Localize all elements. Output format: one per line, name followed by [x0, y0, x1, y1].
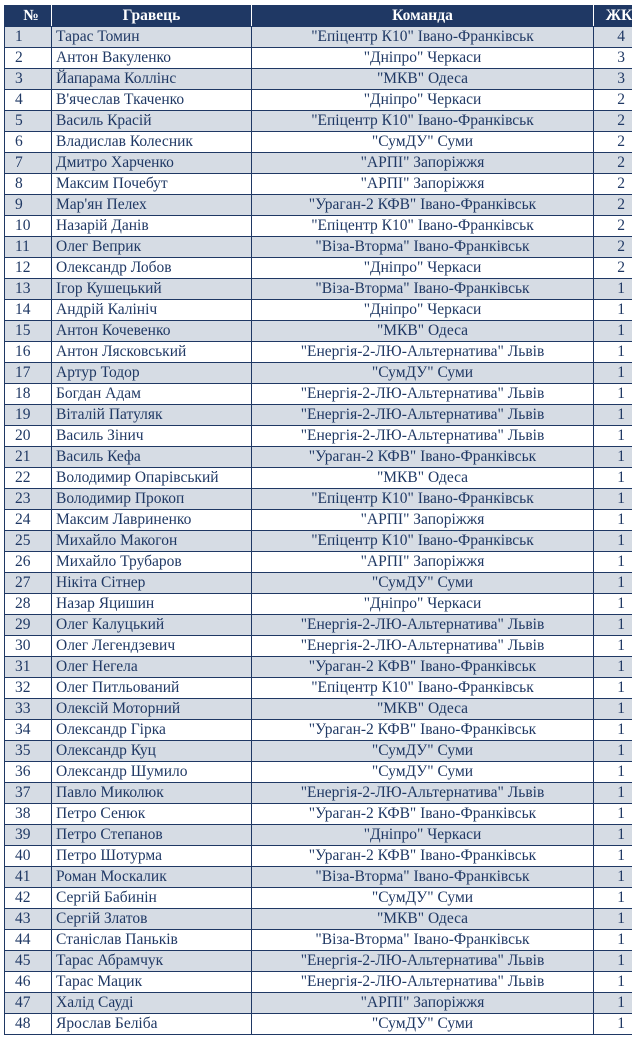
cell-player: Олександр Шумило	[52, 762, 252, 783]
cell-player: Олег Легендзевич	[52, 636, 252, 657]
cell-player: Віталій Патуляк	[52, 405, 252, 426]
cell-team: "Віза-Вторма" Івано-Франківськ	[252, 279, 594, 300]
cell-player: Олег Питльований	[52, 678, 252, 699]
cell-yellow-cards: 3	[594, 48, 632, 69]
cell-yellow-cards: 1	[594, 951, 632, 972]
yellow-cards-table	[4, 5, 632, 1035]
cell-team: "СумДУ" Суми	[252, 363, 594, 384]
cell-team: "АРПІ" Запоріжжя	[252, 174, 594, 195]
cell-num: 46	[5, 972, 52, 993]
cell-yellow-cards: 2	[594, 237, 632, 258]
cell-yellow-cards: 1	[594, 468, 632, 489]
cell-team: "Енергія-2-ЛЮ-Альтернатива" Львів	[252, 636, 594, 657]
header-player: Гравець	[52, 6, 252, 27]
table-row	[5, 384, 632, 405]
cell-team: "Дніпро" Черкаси	[252, 594, 594, 615]
table-row	[5, 741, 632, 762]
cell-num: 34	[5, 720, 52, 741]
table-row	[5, 615, 632, 636]
cell-yellow-cards: 1	[594, 825, 632, 846]
cell-team: "СумДУ" Суми	[252, 132, 594, 153]
cell-num: 47	[5, 993, 52, 1014]
cell-team: "МКВ" Одеса	[252, 321, 594, 342]
table-row	[5, 216, 632, 237]
cell-yellow-cards: 1	[594, 888, 632, 909]
cell-team: "АРПІ" Запоріжжя	[252, 552, 594, 573]
cell-player: Володимир Прокоп	[52, 489, 252, 510]
table-row	[5, 90, 632, 111]
cell-yellow-cards: 1	[594, 510, 632, 531]
cell-player: Олег Веприк	[52, 237, 252, 258]
cell-player: Йапарама Коллінс	[52, 69, 252, 90]
cell-team: "Дніпро" Черкаси	[252, 825, 594, 846]
table-row	[5, 888, 632, 909]
cell-yellow-cards: 1	[594, 552, 632, 573]
cell-player: Антон Вакуленко	[52, 48, 252, 69]
table-row	[5, 48, 632, 69]
cell-team: "Епіцентр К10" Івано-Франківськ	[252, 489, 594, 510]
cell-num: 44	[5, 930, 52, 951]
table-row	[5, 972, 632, 993]
table-row	[5, 804, 632, 825]
table-row	[5, 825, 632, 846]
cell-player: Антон Кочевенко	[52, 321, 252, 342]
table-row	[5, 69, 632, 90]
cell-team: "Енергія-2-ЛЮ-Альтернатива" Львів	[252, 384, 594, 405]
cell-num: 40	[5, 846, 52, 867]
cell-player: Павло Миколюк	[52, 783, 252, 804]
cell-yellow-cards: 1	[594, 678, 632, 699]
cell-yellow-cards: 1	[594, 804, 632, 825]
cell-yellow-cards: 1	[594, 867, 632, 888]
cell-team: "АРПІ" Запоріжжя	[252, 510, 594, 531]
cell-team: "СумДУ" Суми	[252, 1014, 594, 1035]
cell-yellow-cards: 1	[594, 405, 632, 426]
table-row	[5, 552, 632, 573]
cell-player: Петро Сенюк	[52, 804, 252, 825]
table-row	[5, 342, 632, 363]
cell-team: "АРПІ" Запоріжжя	[252, 153, 594, 174]
table-row	[5, 846, 632, 867]
cell-yellow-cards: 4	[594, 27, 632, 48]
cell-num: 20	[5, 426, 52, 447]
table-row	[5, 657, 632, 678]
cell-team: "СумДУ" Суми	[252, 762, 594, 783]
cell-num: 41	[5, 867, 52, 888]
cell-num: 35	[5, 741, 52, 762]
cell-num: 25	[5, 531, 52, 552]
table-row	[5, 111, 632, 132]
cell-num: 28	[5, 594, 52, 615]
cell-num: 12	[5, 258, 52, 279]
header-team: Команда	[252, 6, 594, 27]
cell-player: Мар'ян Пелех	[52, 195, 252, 216]
cell-yellow-cards: 2	[594, 132, 632, 153]
cell-num: 48	[5, 1014, 52, 1035]
table-row	[5, 993, 632, 1014]
cell-team: "Віза-Вторма" Івано-Франківськ	[252, 237, 594, 258]
cell-yellow-cards: 2	[594, 174, 632, 195]
cell-player: Роман Москалик	[52, 867, 252, 888]
cell-yellow-cards: 1	[594, 741, 632, 762]
cell-team: "Ураган-2 КФВ" Івано-Франківськ	[252, 720, 594, 741]
cell-player: Сергій Златов	[52, 909, 252, 930]
cell-num: 13	[5, 279, 52, 300]
cell-team: "Енергія-2-ЛЮ-Альтернатива" Львів	[252, 783, 594, 804]
table-row	[5, 258, 632, 279]
cell-yellow-cards: 1	[594, 909, 632, 930]
cell-num: 32	[5, 678, 52, 699]
cell-num: 27	[5, 573, 52, 594]
cell-team: "Ураган-2 КФВ" Івано-Франківськ	[252, 657, 594, 678]
cell-player: Сергій Бабинін	[52, 888, 252, 909]
cell-yellow-cards: 2	[594, 216, 632, 237]
cell-player: Петро Степанов	[52, 825, 252, 846]
cell-player: Олександр Лобов	[52, 258, 252, 279]
cell-player: Олег Негела	[52, 657, 252, 678]
cell-team: "Дніпро" Черкаси	[252, 48, 594, 69]
cell-num: 14	[5, 300, 52, 321]
cell-num: 5	[5, 111, 52, 132]
cell-yellow-cards: 1	[594, 573, 632, 594]
table-row	[5, 699, 632, 720]
cell-yellow-cards: 1	[594, 426, 632, 447]
cell-num: 18	[5, 384, 52, 405]
cell-yellow-cards: 1	[594, 720, 632, 741]
cell-team: "Епіцентр К10" Івано-Франківськ	[252, 531, 594, 552]
cell-player: Ігор Кушецький	[52, 279, 252, 300]
cell-team: "Епіцентр К10" Івано-Франківськ	[252, 27, 594, 48]
cell-num: 16	[5, 342, 52, 363]
cell-yellow-cards: 1	[594, 762, 632, 783]
cell-num: 24	[5, 510, 52, 531]
cell-num: 4	[5, 90, 52, 111]
cell-player: Олександр Куц	[52, 741, 252, 762]
cell-yellow-cards: 1	[594, 363, 632, 384]
cell-player: В'ячеслав Ткаченко	[52, 90, 252, 111]
cell-player: Олександр Гірка	[52, 720, 252, 741]
header-row	[5, 6, 632, 27]
cell-player: Андрій Калініч	[52, 300, 252, 321]
cell-num: 21	[5, 447, 52, 468]
cell-yellow-cards: 1	[594, 342, 632, 363]
cell-player: Михайло Трубаров	[52, 552, 252, 573]
cell-yellow-cards: 1	[594, 636, 632, 657]
cell-player: Владислав Колесник	[52, 132, 252, 153]
table-row	[5, 1014, 632, 1035]
cell-num: 6	[5, 132, 52, 153]
cell-team: "МКВ" Одеса	[252, 69, 594, 90]
cell-yellow-cards: 1	[594, 447, 632, 468]
cell-yellow-cards: 1	[594, 615, 632, 636]
cell-team: "Дніпро" Черкаси	[252, 258, 594, 279]
cell-num: 8	[5, 174, 52, 195]
cell-yellow-cards: 1	[594, 384, 632, 405]
cell-player: Василь Кефа	[52, 447, 252, 468]
cell-yellow-cards: 1	[594, 993, 632, 1014]
cell-yellow-cards: 1	[594, 321, 632, 342]
cell-team: "МКВ" Одеса	[252, 699, 594, 720]
table-row	[5, 594, 632, 615]
table-row	[5, 300, 632, 321]
cell-num: 17	[5, 363, 52, 384]
cell-num: 10	[5, 216, 52, 237]
table-row	[5, 153, 632, 174]
cell-num: 39	[5, 825, 52, 846]
cell-player: Антон Лясковський	[52, 342, 252, 363]
cell-player: Дмитро Харченко	[52, 153, 252, 174]
table-row	[5, 678, 632, 699]
cell-team: "Епіцентр К10" Івано-Франківськ	[252, 111, 594, 132]
cell-team: "Ураган-2 КФВ" Івано-Франківськ	[252, 846, 594, 867]
cell-player: Станіслав Паньків	[52, 930, 252, 951]
cell-num: 26	[5, 552, 52, 573]
cell-team: "СумДУ" Суми	[252, 888, 594, 909]
cell-num: 30	[5, 636, 52, 657]
table-body	[5, 27, 632, 1035]
cell-player: Василь Красій	[52, 111, 252, 132]
table-row	[5, 531, 632, 552]
cell-yellow-cards: 1	[594, 783, 632, 804]
table-row	[5, 405, 632, 426]
cell-num: 9	[5, 195, 52, 216]
cell-team: "Дніпро" Черкаси	[252, 300, 594, 321]
cell-team: "Ураган-2 КФВ" Івано-Франківськ	[252, 195, 594, 216]
cell-num: 33	[5, 699, 52, 720]
table-row	[5, 510, 632, 531]
cell-player: Тарас Абрамчук	[52, 951, 252, 972]
table-row	[5, 909, 632, 930]
cell-num: 2	[5, 48, 52, 69]
header-num: №	[5, 6, 52, 27]
cell-player: Халід Сауді	[52, 993, 252, 1014]
table-row	[5, 237, 632, 258]
table-row	[5, 783, 632, 804]
cell-num: 1	[5, 27, 52, 48]
table-row	[5, 720, 632, 741]
cell-yellow-cards: 1	[594, 657, 632, 678]
table-row	[5, 132, 632, 153]
cell-team: "Енергія-2-ЛЮ-Альтернатива" Львів	[252, 951, 594, 972]
cell-player: Максим Почебут	[52, 174, 252, 195]
cell-team: "МКВ" Одеса	[252, 909, 594, 930]
cell-player: Тарас Томин	[52, 27, 252, 48]
cell-team: "Віза-Вторма" Івано-Франківськ	[252, 867, 594, 888]
cell-player: Михайло Макогон	[52, 531, 252, 552]
header-yellow-cards: ЖК	[594, 6, 632, 27]
cell-num: 11	[5, 237, 52, 258]
cell-yellow-cards: 2	[594, 195, 632, 216]
table-row	[5, 279, 632, 300]
cell-team: "Енергія-2-ЛЮ-Альтернатива" Львів	[252, 972, 594, 993]
cell-num: 37	[5, 783, 52, 804]
cell-yellow-cards: 3	[594, 69, 632, 90]
cell-yellow-cards: 1	[594, 846, 632, 867]
cell-yellow-cards: 2	[594, 111, 632, 132]
cell-team: "СумДУ" Суми	[252, 741, 594, 762]
cell-num: 45	[5, 951, 52, 972]
cell-num: 38	[5, 804, 52, 825]
cell-team: "Енергія-2-ЛЮ-Альтернатива" Львів	[252, 615, 594, 636]
cell-player: Тарас Мацик	[52, 972, 252, 993]
cell-yellow-cards: 1	[594, 594, 632, 615]
cell-team: "Енергія-2-ЛЮ-Альтернатива" Львів	[252, 405, 594, 426]
cell-team: "Епіцентр К10" Івано-Франківськ	[252, 678, 594, 699]
table-row	[5, 867, 632, 888]
table-row	[5, 426, 632, 447]
cell-num: 19	[5, 405, 52, 426]
table-row	[5, 321, 632, 342]
cell-yellow-cards: 1	[594, 300, 632, 321]
cell-yellow-cards: 2	[594, 258, 632, 279]
cell-team: "МКВ" Одеса	[252, 468, 594, 489]
cell-yellow-cards: 1	[594, 531, 632, 552]
cell-num: 43	[5, 909, 52, 930]
table-row	[5, 489, 632, 510]
cell-player: Олег Калуцький	[52, 615, 252, 636]
table-row	[5, 951, 632, 972]
cell-team: "Віза-Вторма" Івано-Франківськ	[252, 930, 594, 951]
table-row	[5, 27, 632, 48]
cell-num: 23	[5, 489, 52, 510]
cell-player: Василь Зінич	[52, 426, 252, 447]
cell-player: Богдан Адам	[52, 384, 252, 405]
cell-player: Максим Лавриненко	[52, 510, 252, 531]
cell-yellow-cards: 1	[594, 489, 632, 510]
cell-yellow-cards: 1	[594, 972, 632, 993]
table-row	[5, 468, 632, 489]
cell-yellow-cards: 2	[594, 90, 632, 111]
cell-team: "Дніпро" Черкаси	[252, 90, 594, 111]
cell-yellow-cards: 2	[594, 153, 632, 174]
cell-player: Артур Тодор	[52, 363, 252, 384]
table-row	[5, 636, 632, 657]
table-row	[5, 573, 632, 594]
cell-player: Петро Шотурма	[52, 846, 252, 867]
cell-team: "Енергія-2-ЛЮ-Альтернатива" Львів	[252, 426, 594, 447]
cell-num: 3	[5, 69, 52, 90]
cell-num: 31	[5, 657, 52, 678]
cell-team: "Ураган-2 КФВ" Івано-Франківськ	[252, 804, 594, 825]
cell-yellow-cards: 1	[594, 279, 632, 300]
cell-player: Нікіта Сітнер	[52, 573, 252, 594]
cell-num: 42	[5, 888, 52, 909]
table-row	[5, 174, 632, 195]
cell-yellow-cards: 1	[594, 699, 632, 720]
cell-team: "АРПІ" Запоріжжя	[252, 993, 594, 1014]
cell-num: 15	[5, 321, 52, 342]
cell-player: Ярослав Беліба	[52, 1014, 252, 1035]
cell-num: 36	[5, 762, 52, 783]
cell-player: Назар Яцишин	[52, 594, 252, 615]
cell-team: "Ураган-2 КФВ" Івано-Франківськ	[252, 447, 594, 468]
table-row	[5, 930, 632, 951]
cell-yellow-cards: 1	[594, 930, 632, 951]
cell-team: "Енергія-2-ЛЮ-Альтернатива" Львів	[252, 342, 594, 363]
cell-player: Назарій Данів	[52, 216, 252, 237]
cell-num: 22	[5, 468, 52, 489]
table-row	[5, 363, 632, 384]
table-row	[5, 195, 632, 216]
table-row	[5, 762, 632, 783]
cell-num: 29	[5, 615, 52, 636]
table-header	[5, 6, 632, 27]
cell-player: Володимир Опарівський	[52, 468, 252, 489]
cell-team: "СумДУ" Суми	[252, 573, 594, 594]
cell-yellow-cards: 1	[594, 1014, 632, 1035]
cell-team: "Епіцентр К10" Івано-Франківськ	[252, 216, 594, 237]
table-row	[5, 447, 632, 468]
cell-num: 7	[5, 153, 52, 174]
cell-player: Олексій Моторний	[52, 699, 252, 720]
